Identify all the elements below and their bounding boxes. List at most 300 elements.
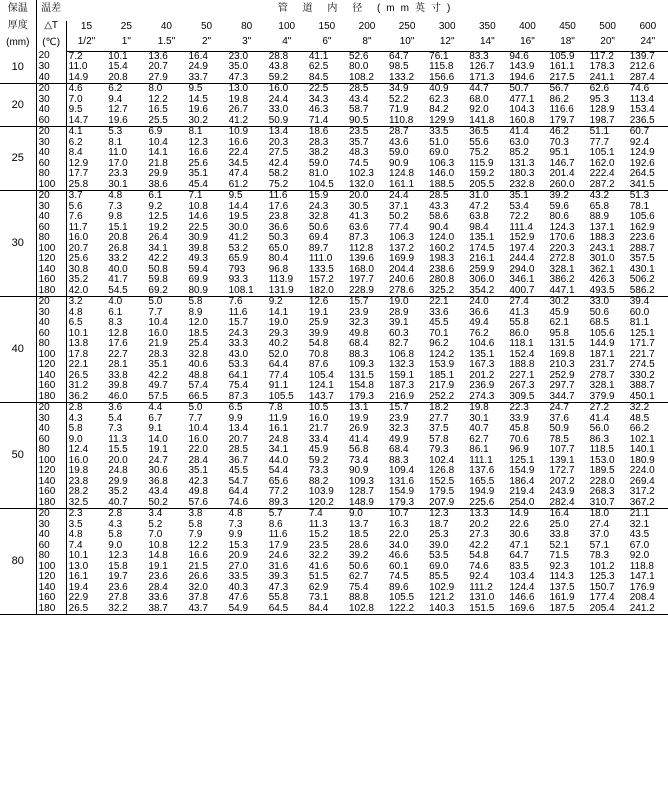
dt-cell: 80 — [36, 445, 66, 456]
value-cell: 232.8 — [507, 180, 547, 191]
value-cell: 131.9 — [267, 286, 307, 297]
value-cell: 12.4 — [66, 445, 106, 456]
value-cell: 74.6 — [469, 561, 489, 572]
thickness-cell: 10 — [0, 51, 36, 84]
value-cell: 13.0 — [66, 562, 106, 573]
value-cell: 87.3 — [348, 233, 369, 243]
value-cell: 430.1 — [629, 264, 655, 275]
value-cell: 23.8 — [268, 212, 289, 222]
value-cell: 32.5 — [66, 498, 106, 509]
value-cell: 179.5 — [429, 487, 455, 497]
value-cell: 9.0 — [108, 540, 123, 551]
value-cell: 225.6 — [467, 498, 507, 509]
value-cell: 71.4 — [307, 116, 347, 127]
thickness-cell: 25 — [0, 127, 36, 191]
value-cell: 357.5 — [629, 254, 655, 264]
value-cell: 22.5 — [188, 222, 208, 233]
value-cell: 30.6 — [509, 530, 529, 540]
value-cell: 27.0 — [228, 561, 249, 572]
value-cell: 95.8 — [549, 328, 569, 339]
dt-cell: 20 — [36, 127, 66, 138]
value-cell: 64.1 — [228, 370, 249, 381]
value-cell: 9.9 — [228, 530, 243, 540]
value-cell: 98.5 — [389, 62, 409, 72]
value-cell: 28.3 — [148, 349, 168, 360]
value-cell: 9.5 — [66, 105, 106, 116]
value-cell: 32.8 — [308, 212, 329, 222]
value-cell: 109.3 — [348, 476, 374, 487]
value-cell: 49.8 — [188, 487, 208, 497]
value-cell: 6.5 — [228, 402, 243, 413]
value-cell: 105.9 — [549, 51, 575, 62]
value-cell: 14.9 — [66, 73, 106, 84]
value-cell: 11.6 — [228, 307, 248, 318]
value-cell: 44.0 — [268, 455, 289, 466]
value-cell: 31.6 — [268, 561, 289, 572]
value-cell: 13.1 — [348, 402, 369, 413]
value-cell: 3.6 — [108, 402, 123, 413]
value-cell: 7.3 — [108, 201, 123, 212]
value-cell: 186.4 — [509, 476, 535, 487]
value-cell: 9.5 — [188, 83, 203, 94]
value-cell: 23.5 — [308, 540, 329, 551]
value-cell: 39.8 — [188, 243, 208, 254]
value-cell: 6.5 — [66, 318, 106, 329]
value-cell: 34.9 — [389, 83, 409, 94]
value-cell: 33.9 — [509, 413, 529, 424]
value-cell: 41.1 — [308, 51, 329, 62]
value-cell: 58.2 — [268, 169, 289, 179]
value-cell: 56.7 — [549, 83, 569, 94]
value-cell: 39.1 — [389, 318, 409, 328]
value-cell: 13.7 — [348, 519, 369, 530]
value-cell: 16.4 — [188, 51, 208, 62]
table-row — [0, 424, 668, 435]
value-cell: 37.1 — [389, 201, 409, 212]
value-cell: 47.2 — [469, 201, 489, 212]
dt-cell: 40 — [36, 105, 66, 116]
value-cell: 30.8 — [66, 265, 106, 276]
dt-cell: 140 — [36, 477, 66, 488]
value-cell: 8.1 — [188, 126, 203, 137]
dt-cell: 180 — [36, 392, 66, 403]
dt-cell: 60 — [36, 159, 66, 170]
value-cell: 109.4 — [389, 466, 415, 476]
value-cell: 57.1 — [589, 540, 610, 551]
value-cell: 23.8 — [66, 477, 106, 488]
value-cell: 15.3 — [228, 540, 249, 551]
value-cell: 92.4 — [469, 572, 489, 582]
value-cell: 216.1 — [469, 254, 495, 264]
diameter-mm-row — [0, 21, 668, 36]
value-cell: 43.4 — [148, 487, 168, 497]
value-cell: 367.2 — [628, 498, 668, 509]
dt-cell: 100 — [36, 350, 66, 361]
value-cell: 28.3 — [308, 137, 329, 148]
value-cell: 19.4 — [66, 583, 106, 594]
value-cell: 19.8 — [228, 94, 249, 105]
value-cell: 29.9 — [108, 476, 128, 487]
value-cell: 22.5 — [308, 83, 329, 94]
value-cell: 12.7 — [108, 105, 128, 115]
value-cell: 34.0 — [389, 540, 409, 551]
value-cell: 238.6 — [429, 264, 455, 275]
value-cell: 27.8 — [108, 593, 128, 603]
value-cell: 49.9 — [389, 434, 409, 445]
value-cell: 152.5 — [429, 476, 455, 487]
value-cell: 67.0 — [629, 540, 650, 551]
value-cell: 131.0 — [469, 593, 495, 603]
diameter-mm: 200 — [358, 20, 376, 32]
thickness-cell: 40 — [0, 297, 36, 403]
value-cell: 50.6 — [589, 307, 610, 318]
value-cell: 287.2 — [588, 180, 628, 191]
value-cell: 146.0 — [429, 169, 455, 179]
value-cell: 108.2 — [347, 73, 387, 84]
value-cell: 194.9 — [469, 487, 495, 497]
value-cell: 25.9 — [308, 318, 329, 328]
value-cell: 54.8 — [469, 551, 489, 561]
table-row — [0, 275, 668, 286]
value-cell: 161.9 — [549, 593, 575, 603]
value-cell: 24.3 — [228, 328, 249, 339]
value-cell: 33.2 — [108, 254, 128, 264]
value-cell: 82.7 — [389, 339, 409, 349]
value-cell: 41.4 — [509, 126, 529, 137]
value-cell: 254.0 — [507, 498, 547, 509]
dt-cell: 120 — [36, 466, 66, 477]
value-cell: 55.8 — [509, 318, 529, 328]
value-cell: 259.9 — [469, 264, 495, 275]
value-cell: 240.6 — [389, 275, 415, 285]
value-cell: 10.9 — [228, 126, 249, 137]
value-cell: 42.3 — [188, 476, 208, 487]
value-cell: 180.3 — [509, 169, 535, 179]
table-row — [0, 138, 668, 149]
value-cell: 62.1 — [549, 318, 569, 328]
value-cell: 19.1 — [308, 307, 329, 318]
value-cell: 137.6 — [469, 466, 495, 476]
value-cell: 59.4 — [188, 264, 208, 275]
value-cell: 124.4 — [509, 582, 535, 593]
value-cell: 76.1 — [429, 51, 449, 62]
value-cell: 18.7 — [429, 519, 449, 530]
value-cell: 146.7 — [549, 158, 575, 169]
thickness-header-line: 厚度 — [7, 20, 28, 31]
diameter-mm: 25 — [120, 20, 132, 32]
table-row — [0, 318, 668, 329]
value-cell: 328.1 — [549, 264, 575, 275]
value-cell: 89.7 — [308, 243, 329, 254]
value-cell: 62.6 — [589, 83, 610, 94]
value-cell: 137.5 — [549, 582, 575, 593]
table-row — [0, 95, 668, 106]
value-cell: 11.3 — [108, 434, 128, 445]
value-cell: 11.6 — [268, 190, 288, 201]
value-cell: 4.0 — [108, 296, 123, 307]
value-cell: 252.2 — [427, 392, 467, 403]
value-cell: 27.4 — [509, 296, 529, 307]
value-cell: 20.7 — [228, 434, 249, 445]
dt-cell: 140 — [36, 371, 66, 382]
value-cell: 22.4 — [228, 148, 249, 158]
value-cell: 69.4 — [308, 233, 329, 243]
pipe-diameter-title: 管 道 内 径 (mm英寸) — [277, 3, 457, 14]
value-cell: 13.6 — [148, 51, 168, 62]
table-row — [0, 509, 668, 520]
value-cell: 58.6 — [429, 212, 449, 222]
value-cell: 4.3 — [108, 519, 123, 530]
value-cell: 14.6 — [188, 212, 208, 222]
value-cell: 36.8 — [148, 476, 168, 487]
value-cell: 182.0 — [307, 286, 347, 297]
value-cell: 32.3 — [348, 318, 369, 328]
diameter-inch: 1.5" — [146, 36, 186, 51]
value-cell: 241.2 — [628, 604, 668, 615]
value-cell: 96.9 — [509, 445, 529, 455]
table-row — [0, 84, 668, 95]
value-cell: 20.7 — [66, 244, 106, 255]
value-cell: 68.4 — [348, 339, 369, 349]
value-cell: 400.7 — [507, 286, 547, 297]
value-cell: 53.5 — [429, 551, 449, 561]
value-cell: 63.0 — [509, 137, 529, 148]
value-cell: 68.4 — [389, 445, 409, 455]
value-cell: 28.1 — [108, 360, 128, 370]
dt-header-line: (℃) — [42, 37, 61, 48]
value-cell: 4.3 — [66, 414, 106, 425]
value-cell: 73.1 — [308, 593, 329, 603]
value-cell: 7.2 — [66, 51, 106, 62]
value-cell: 207.2 — [549, 476, 575, 487]
value-cell: 14.0 — [148, 434, 168, 445]
value-cell: 59.2 — [267, 73, 307, 84]
value-cell: 12.3 — [108, 551, 128, 561]
value-cell: 103.9 — [308, 487, 334, 497]
value-cell: 4.6 — [66, 84, 106, 95]
dt-cell: 100 — [36, 456, 66, 467]
value-cell: 59.8 — [148, 275, 168, 285]
value-cell: 10.4 — [148, 137, 168, 148]
value-cell: 197.7 — [348, 275, 374, 285]
value-cell: 56.8 — [348, 445, 369, 455]
value-cell: 5.4 — [108, 413, 123, 424]
value-cell: 62.7 — [348, 572, 369, 582]
value-cell: 115.8 — [429, 62, 454, 72]
value-cell: 10.4 — [188, 424, 208, 434]
value-cell: 8.0 — [148, 83, 163, 94]
dt-cell: 40 — [36, 148, 66, 159]
value-cell: 50.2 — [146, 498, 186, 509]
value-cell: 20.8 — [108, 233, 128, 243]
value-cell: 51.5 — [308, 572, 329, 582]
table-row — [0, 62, 668, 73]
value-cell: 105.1 — [589, 148, 615, 158]
value-cell: 62.7 — [469, 434, 489, 445]
dt-cell: 160 — [36, 487, 66, 498]
value-cell: 51.0 — [429, 137, 449, 148]
value-cell: 162.9 — [629, 222, 655, 233]
value-cell: 59.6 — [549, 201, 569, 212]
value-cell: 106.3 — [429, 158, 455, 169]
value-cell: 36.7 — [228, 455, 249, 466]
value-cell: 192.6 — [629, 158, 655, 169]
value-cell: 131.5 — [549, 339, 575, 349]
diameter-inch: 2" — [187, 36, 227, 51]
value-cell: 41.3 — [348, 212, 369, 222]
value-cell: 227.1 — [509, 370, 535, 381]
value-cell: 7.7 — [148, 307, 163, 318]
value-cell: 38.2 — [308, 148, 329, 158]
dt-cell: 40 — [36, 318, 66, 329]
value-cell: 144.9 — [589, 339, 615, 349]
value-cell: 42.0 — [66, 286, 106, 297]
value-cell: 73.3 — [308, 466, 329, 476]
value-cell: 169.6 — [507, 604, 547, 615]
value-cell: 12.5 — [148, 212, 168, 222]
value-cell: 103.4 — [509, 572, 535, 582]
value-cell: 93.3 — [228, 275, 249, 285]
value-cell: 12.9 — [66, 159, 106, 170]
value-cell: 24.7 — [148, 455, 168, 466]
value-cell: 24.8 — [108, 466, 128, 476]
value-cell: 16.0 — [66, 456, 106, 467]
value-cell: 30.2 — [187, 116, 227, 127]
table-row — [0, 148, 668, 159]
value-cell: 98.4 — [469, 222, 489, 233]
value-cell: 23.6 — [108, 582, 128, 593]
value-cell: 64.4 — [228, 487, 249, 497]
value-cell: 20.2 — [469, 519, 489, 530]
value-cell: 16.0 — [66, 233, 106, 244]
diameter-mm: 150 — [318, 20, 336, 32]
value-cell: 153.4 — [629, 105, 655, 115]
value-cell: 59.0 — [308, 158, 329, 169]
value-cell: 169.9 — [389, 254, 415, 264]
diameter-mm: 80 — [241, 20, 253, 32]
value-cell: 25.6 — [188, 158, 208, 169]
value-cell: 18.6 — [308, 126, 329, 137]
value-cell: 26.4 — [148, 233, 168, 243]
value-cell: 17.0 — [108, 158, 128, 169]
value-cell: 74.6 — [227, 498, 267, 509]
table-header — [0, 0, 668, 51]
value-cell: 22.1 — [66, 360, 106, 371]
table-row — [0, 180, 668, 191]
table-row — [0, 254, 668, 265]
value-cell: 133.2 — [387, 73, 427, 84]
value-cell: 14.1 — [148, 148, 168, 158]
table-row — [0, 541, 668, 552]
value-cell: 310.7 — [588, 498, 628, 509]
value-cell: 12.8 — [108, 328, 128, 339]
value-cell: 43.5 — [629, 530, 650, 540]
dt-cell: 30 — [36, 308, 66, 319]
value-cell: 30.6 — [148, 466, 168, 476]
value-cell: 7.7 — [188, 413, 203, 424]
value-cell: 80.4 — [268, 254, 289, 264]
value-cell: 24.3 — [308, 201, 329, 212]
diameter-inch: 12" — [427, 36, 467, 51]
value-cell: 9.9 — [228, 413, 243, 424]
thickness-cell: 50 — [0, 403, 36, 509]
value-cell: 30.5 — [348, 201, 369, 212]
value-cell: 28.7 — [389, 126, 409, 137]
value-cell: 104.6 — [469, 339, 495, 349]
table-row — [0, 127, 668, 138]
value-cell: 11.0 — [108, 148, 128, 158]
value-cell: 75.4 — [228, 381, 249, 391]
value-cell: 11.0 — [66, 62, 106, 73]
value-cell: 7.8 — [268, 402, 283, 413]
value-cell: 185.1 — [429, 370, 455, 381]
value-cell: 77.7 — [589, 137, 610, 148]
value-cell: 10.5 — [308, 402, 329, 413]
value-cell: 198.7 — [588, 116, 628, 127]
value-cell: 65.8 — [589, 201, 610, 212]
value-cell: 217.5 — [547, 73, 587, 84]
value-cell: 71.5 — [549, 551, 569, 561]
value-cell: 95.3 — [589, 94, 610, 105]
value-cell: 228.9 — [347, 286, 387, 297]
value-cell: 208.4 — [629, 593, 655, 603]
value-cell: 64.7 — [389, 51, 409, 62]
value-cell: 9.2 — [148, 201, 163, 212]
value-cell: 224.0 — [629, 466, 655, 476]
value-cell: 39.9 — [308, 328, 329, 339]
value-cell: 46.2 — [549, 126, 569, 137]
value-cell: 328.1 — [589, 381, 615, 391]
value-cell: 41.4 — [589, 413, 610, 424]
value-cell: 27.7 — [429, 413, 449, 424]
value-cell: 447.1 — [547, 286, 587, 297]
value-cell: 124.8 — [389, 169, 415, 179]
value-cell: 330.2 — [629, 370, 655, 381]
value-cell: 179.7 — [547, 116, 587, 127]
value-cell: 126.7 — [469, 62, 495, 72]
table-row — [0, 530, 668, 541]
value-cell: 44.7 — [469, 83, 489, 94]
value-cell: 49.3 — [188, 254, 208, 264]
diameter-mm: 100 — [278, 20, 296, 32]
value-cell: 152.9 — [509, 233, 535, 243]
value-cell: 84.4 — [307, 604, 347, 615]
value-cell: 128.7 — [348, 487, 374, 497]
value-cell: 19.5 — [228, 212, 249, 222]
value-cell: 135.1 — [469, 349, 495, 360]
value-cell: 15.5 — [108, 445, 128, 455]
value-cell: 31.0 — [469, 190, 489, 201]
value-cell: 5.0 — [188, 402, 203, 413]
dt-cell: 80 — [36, 233, 66, 244]
value-cell: 20.7 — [148, 62, 168, 72]
value-cell: 59.2 — [308, 455, 329, 466]
value-cell: 33.0 — [268, 105, 289, 115]
table-row — [0, 604, 668, 615]
value-cell: 24.8 — [268, 434, 289, 445]
value-cell: 143.7 — [307, 392, 347, 403]
value-cell: 29.3 — [268, 328, 289, 339]
value-cell: 39.8 — [108, 381, 128, 391]
value-cell: 5.0 — [148, 296, 163, 307]
value-cell: 33.6 — [148, 593, 168, 603]
table-row — [0, 414, 668, 425]
value-cell: 47.1 — [509, 540, 529, 551]
value-cell: 54.5 — [106, 286, 146, 297]
value-cell: 52.1 — [549, 540, 569, 551]
value-cell: 7.1 — [188, 190, 203, 201]
value-cell: 8.9 — [188, 307, 203, 318]
